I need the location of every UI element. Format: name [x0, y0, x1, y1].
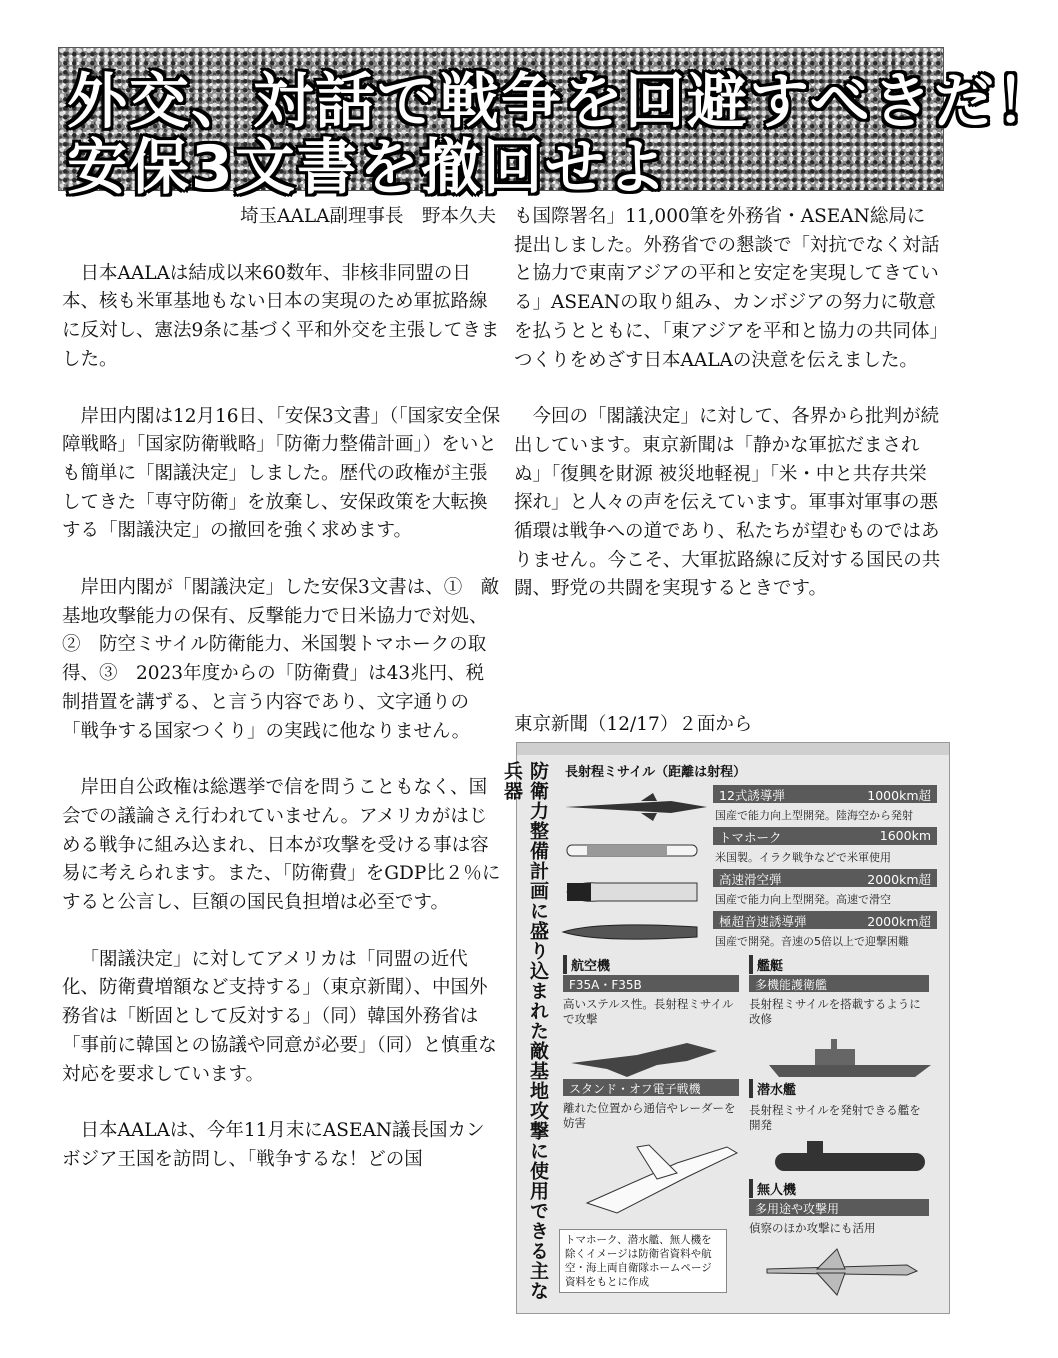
ew-aircraft-desc: 離れた位置から通信やレーダーを妨害	[563, 1101, 736, 1130]
missile-glide-head	[713, 869, 937, 887]
headline-line-1: 外交、対話で戦争を回避すべきだ！	[67, 67, 1058, 137]
author-byline: 埼玉AALA副理事長 野本久夫	[240, 206, 496, 227]
paragraph: 岸田内閣が「閣議決定」した安保3文書は、① 敵基地攻撃能力の保有、反撃能力で日米協力で対処、② 防空ミサイル防衛能力、米国製トマホークの取得、③ 2023年度からの「防衛費」は43兆円、税制措置を講ずる、と言う内容であり、文字通りの「戦争する国家つくり」の実践に他なりません。	[62, 577, 500, 742]
missile-section-title: 長射程ミサイル（距離は射程）	[565, 765, 747, 780]
aircraft-category: 航空機	[563, 955, 610, 974]
ship-category: 艦艇	[749, 955, 783, 974]
drone-category: 無人機	[749, 1179, 796, 1198]
missile-12shiki-head	[713, 785, 937, 803]
missile-name: 極超音速誘導弾	[719, 914, 807, 929]
hypersonic-glide-icon	[557, 875, 707, 909]
aircraft-name: F35A・F35B	[563, 975, 739, 992]
tomahawk-icon	[557, 835, 707, 865]
missile-desc: 国産で能力向上型開発。陸海空から発射	[715, 809, 913, 822]
figure-top-strip	[517, 743, 949, 755]
figure-note: トマホーク、潜水艦、無人機を除くイメージは防衛省資料や航空・海上両自衛隊ホームページ資料をもとに作成	[559, 1229, 727, 1293]
ew-aircraft-name: スタンド・オフ電子戦機	[563, 1079, 739, 1096]
missile-desc: 国産で開発。音速の5倍以上で迎撃困難	[715, 935, 909, 948]
missile-range: 1000km超	[867, 788, 931, 803]
missile-desc: 米国製。イラク戦争などで米軍使用	[715, 851, 891, 864]
submarine-desc: 長射程ミサイルを発射できる艦を開発	[749, 1103, 921, 1132]
missile-desc: 国産で能力向上型開発。高速で滑空	[715, 893, 891, 906]
missile-12shiki-icon	[561, 789, 711, 825]
destroyer-ship-icon	[765, 1035, 935, 1081]
ship-desc: 長射程ミサイルを搭載するように改修	[749, 997, 921, 1026]
paragraph: 岸田内閣は12月16日、「安保3文書」（「国家安全保障戦略」「国家防衛戦略」「防衛力整備計画」）をいとも簡単に「閣議決定」しました。歴代の政権が主張してきた「専守防衛」を放棄し、安保政策を大転換する「閣議決定」の撤回を強く求めます。	[62, 405, 501, 542]
missile-tomahawk-head	[713, 827, 937, 845]
figure-vertical-title: 防衛力整備計画に盛り込まれた敵基地攻撃に使用できる主な兵器	[501, 761, 549, 1301]
f35-jet-icon	[567, 1033, 727, 1083]
left-column	[62, 203, 502, 1175]
paragraph: 日本AALAは、今年11月末にASEAN議長国カンボジア王国を訪問し、「戦争するな！どの国	[62, 1120, 485, 1170]
missile-name: 高速滑空弾	[719, 872, 782, 887]
hypersonic-missile-icon	[557, 917, 707, 947]
paragraph: 岸田自公政権は総選挙で信を問うこともなく、国会での議論さえ行われていません。アメリカがはじめる戦争に組み込まれ、日本が攻撃を受ける事は容易に考えられます。また、「防衛費」をGDP比２％にすると公言し、巨額の国民負担増は必至です。	[62, 777, 501, 914]
paragraph: 「閣議決定」に対してアメリカは「同盟の近代化、防衛費増額など支持する」（東京新聞）、中国外務省は「断固として反対する」（同）韓国外務省は「事前に韓国との協議や同意が必要」（同）と慎重な対応を要求しています。	[62, 948, 497, 1085]
drone-icon	[757, 1243, 927, 1303]
drone-name: 多用途や攻撃用	[749, 1199, 929, 1216]
headline-line-2: 安保3文書を撤回せよ	[67, 133, 669, 203]
missile-range: 1600km	[879, 828, 931, 843]
paragraph: 日本AALAは結成以来60数年、非核非同盟の日本、核も米軍基地もない日本の実現のため軍拡路線に反対し、憲法9条に基づく平和外交を主張してきました。	[62, 262, 500, 370]
missile-name: 12式誘導弾	[719, 788, 785, 803]
right-column	[514, 203, 942, 604]
submarine-category: 潜水艦	[749, 1079, 796, 1098]
missile-hypersonic-head	[713, 911, 937, 929]
missile-name: トマホーク	[719, 830, 782, 845]
ship-name: 多機能護衛艦	[749, 975, 929, 992]
figure-caption: 東京新聞（12/17）２面から	[514, 714, 753, 735]
submarine-icon	[767, 1135, 937, 1179]
drone-desc: 偵察のほか攻撃にも活用	[749, 1221, 876, 1235]
headline-banner	[58, 47, 1058, 203]
ew-plane-icon	[577, 1133, 747, 1223]
missile-range: 2000km超	[867, 872, 931, 887]
paragraph: も国際署名」11,000筆を外務省・ASEAN総局に提出しました。外務省での懇談で「対抗でなく対話と協力で東南アジアの平和と安定を実現してきている」ASEANの取り組み、カンボジアの努力に敬意を払うとともに、「東アジアを平和と協力の共同体」つくりをめざす日本AALAの決意を伝えました。	[514, 206, 940, 371]
paragraph: 今回の「閣議決定」に対して、各界から批判が続出しています。東京新聞は「静かな軍拡だまされぬ」「復興を財源 被災地軽視」「米・中と共存共栄探れ」と人々の声を伝えています。軍事対軍事の悪循環は戦争への道であり、私たちが望むものではありません。今こそ、大軍拡路線に反対する国民の共闘、野党の共闘を実現するときです。	[514, 406, 941, 600]
missile-range: 2000km超	[867, 914, 931, 929]
aircraft-desc: 高いステルス性。長射程ミサイルで攻撃	[563, 997, 734, 1026]
newspaper-figure	[501, 742, 950, 1314]
